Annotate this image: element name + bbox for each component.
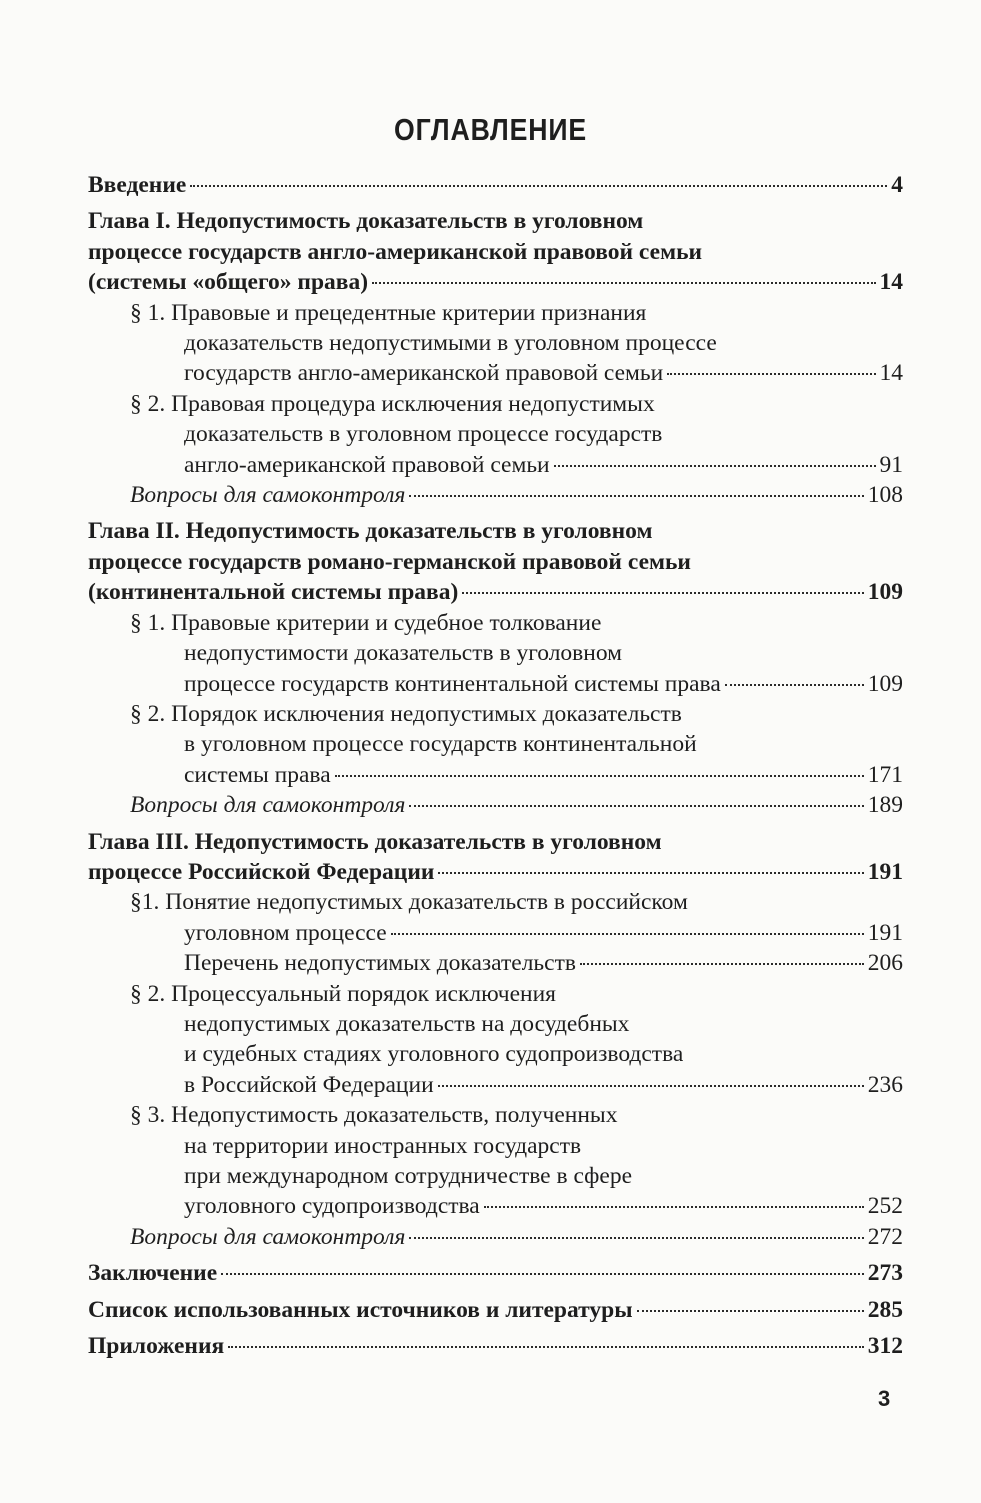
toc-page-number: 171 bbox=[867, 761, 903, 788]
toc-entry-label: Заключение bbox=[88, 1260, 218, 1287]
dot-leader bbox=[335, 775, 864, 777]
toc-entry-label: § 2. Порядок исключения недопустимых доказательств bbox=[130, 700, 682, 727]
toc-page-number: 191 bbox=[867, 858, 903, 885]
toc-entry-label: и судебных стадиях уголовного судопроизводства bbox=[184, 1041, 684, 1068]
toc-section-2-2[interactable] bbox=[88, 699, 903, 790]
toc-entry-label: процессе Российской Федерации bbox=[88, 858, 435, 885]
toc-entry-label: § 2. Процессуальный порядок исключения bbox=[130, 980, 556, 1007]
toc-page-number: 109 bbox=[867, 579, 903, 606]
dot-leader bbox=[725, 684, 864, 686]
dot-leader bbox=[637, 1310, 864, 1312]
toc-entry-label: недопустимости доказательств в уголовном bbox=[184, 640, 623, 667]
toc-entry-sources[interactable] bbox=[88, 1295, 903, 1325]
toc-section-3-2[interactable] bbox=[88, 979, 903, 1101]
toc-entry-label: § 1. Правовые и прецедентные критерии признания bbox=[130, 299, 647, 326]
toc-page-number: 189 bbox=[867, 792, 903, 819]
toc-page-number: 272 bbox=[867, 1223, 903, 1250]
toc-entry-label: системы права bbox=[184, 761, 331, 788]
toc-entry-label: § 1. Правовые критерии и судебное толкование bbox=[130, 609, 602, 636]
dot-leader bbox=[667, 373, 875, 375]
toc-entry-introduction[interactable] bbox=[88, 170, 903, 200]
toc-page-number: 312 bbox=[867, 1333, 903, 1360]
dot-leader bbox=[484, 1206, 864, 1208]
toc-entry-label: доказательств недопустимыми в уголовном процессе bbox=[184, 330, 717, 357]
toc-entry-label: Вопросы для самоконтроля bbox=[130, 1223, 406, 1250]
toc-entry-label: Приложения bbox=[88, 1333, 225, 1360]
toc-entry-label: (системы «общего» права) bbox=[88, 269, 369, 296]
toc-chapter-1[interactable] bbox=[88, 206, 903, 297]
toc-section-3-1[interactable] bbox=[88, 887, 903, 978]
toc-entry-label: процессе государств романо-германской правовой семьи bbox=[88, 548, 691, 575]
toc-entry-label: Введение bbox=[88, 172, 187, 198]
toc-page-number: 91 bbox=[879, 451, 903, 478]
dot-leader bbox=[228, 1346, 864, 1348]
dot-leader bbox=[409, 1237, 863, 1239]
toc-page-number: 14 bbox=[879, 360, 903, 387]
toc-page-number: 206 bbox=[867, 950, 903, 977]
toc-entry-label: уголовного судопроизводства bbox=[184, 1193, 480, 1220]
dot-leader bbox=[391, 933, 864, 935]
toc-entry-label: недопустимых доказательств на досудебных bbox=[184, 1010, 630, 1037]
toc-entry-label: Вопросы для самоконтроля bbox=[130, 792, 406, 819]
dot-leader bbox=[372, 282, 875, 284]
dot-leader bbox=[438, 872, 863, 874]
toc-entry-appendix[interactable] bbox=[88, 1331, 903, 1361]
toc-page-number: 4 bbox=[891, 172, 903, 198]
toc-entry-label: процессе государств континентальной системы права bbox=[184, 670, 721, 697]
toc-entry-label: Глава II. Недопустимость доказательств в уголовном bbox=[88, 518, 653, 545]
toc-entry-label: государств англо-американской правовой семьи bbox=[184, 360, 664, 387]
toc-entry-label: § 3. Недопустимость доказательств, полученных bbox=[130, 1102, 618, 1129]
toc-questions-1[interactable] bbox=[88, 480, 903, 510]
toc-entry-label: §1. Понятие недопустимых доказательств в российском bbox=[130, 889, 688, 916]
dot-leader bbox=[554, 465, 876, 467]
toc-entry-label: § 2. Правовая процедура исключения недопустимых bbox=[130, 390, 655, 417]
dot-leader bbox=[190, 185, 887, 187]
toc-entry-label: доказательств в уголовном процессе государств bbox=[184, 421, 663, 448]
toc-page-number: 109 bbox=[867, 670, 903, 697]
toc-entry-label: в Российской Федерации bbox=[184, 1071, 434, 1098]
dot-leader bbox=[580, 963, 864, 965]
dot-leader bbox=[438, 1085, 864, 1087]
toc-entry-label: уголовном процессе bbox=[184, 919, 387, 946]
toc-entry-label: на территории иностранных государств bbox=[184, 1132, 582, 1159]
toc-page-number: 252 bbox=[867, 1193, 903, 1220]
toc-entry-label: англо-американской правовой семьи bbox=[184, 451, 550, 478]
dot-leader bbox=[409, 805, 863, 807]
toc-entry-label: при международном сотрудничестве в сфере bbox=[184, 1163, 633, 1189]
toc-page-number: 191 bbox=[867, 919, 903, 946]
toc-entry-label: Глава I. Недопустимость доказательств в уголовном bbox=[88, 208, 644, 235]
toc-subsection-3-1-list[interactable] bbox=[88, 948, 903, 978]
toc-entry-label: Глава III. Недопустимость доказательств в уголовном bbox=[88, 828, 662, 855]
toc-questions-2[interactable] bbox=[88, 790, 903, 820]
toc-entry-conclusion[interactable] bbox=[88, 1258, 903, 1288]
dot-leader bbox=[409, 495, 863, 497]
dot-leader bbox=[462, 592, 863, 594]
toc-entry-label: (континентальной системы права) bbox=[88, 579, 459, 606]
table-of-contents bbox=[88, 170, 903, 1361]
toc-entry-label: Список использованных источников и литературы bbox=[88, 1296, 633, 1323]
toc-section-2-1[interactable] bbox=[88, 608, 903, 699]
page-number: 3 bbox=[878, 1386, 891, 1411]
toc-page-number: 273 bbox=[867, 1260, 903, 1287]
toc-entry-label: процессе государств англо-американской правовой семьи bbox=[88, 238, 703, 265]
toc-page-number: 14 bbox=[879, 269, 903, 296]
page-title: ОГЛАВЛЕНИЕ bbox=[393, 112, 588, 147]
toc-entry-label: Вопросы для самоконтроля bbox=[130, 482, 406, 509]
dot-leader bbox=[221, 1273, 864, 1275]
toc-page-number: 108 bbox=[867, 482, 903, 509]
toc-entry-label: в уголовном процессе государств континентальной bbox=[184, 731, 697, 758]
toc-section-1-2[interactable] bbox=[88, 389, 903, 480]
toc-questions-3[interactable] bbox=[88, 1222, 903, 1252]
toc-chapter-2[interactable] bbox=[88, 516, 903, 607]
toc-page-number: 236 bbox=[867, 1071, 903, 1098]
toc-section-1-1[interactable] bbox=[88, 298, 903, 389]
toc-entry-label: Перечень недопустимых доказательств bbox=[184, 950, 576, 977]
toc-chapter-3[interactable] bbox=[88, 827, 903, 888]
toc-section-3-3[interactable] bbox=[88, 1100, 903, 1222]
toc-page-number: 285 bbox=[867, 1296, 903, 1323]
